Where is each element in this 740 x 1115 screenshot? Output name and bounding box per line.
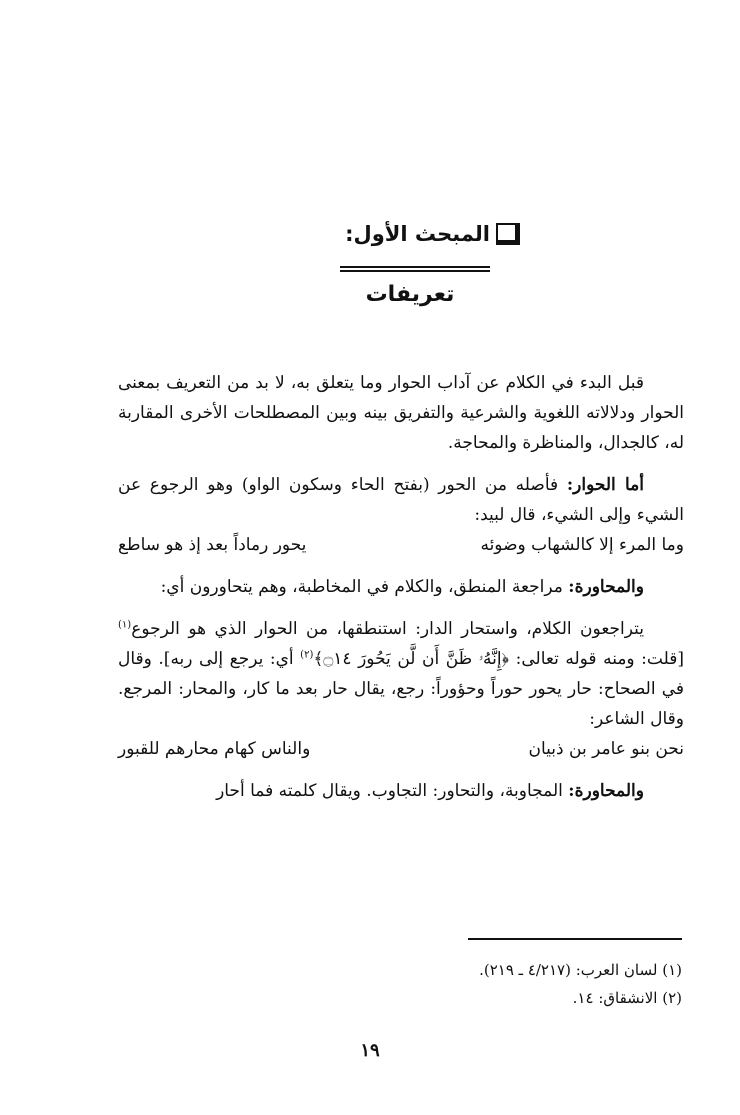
section-title: المبحث الأول: [345, 222, 490, 246]
footnote-ref-1[interactable]: (١) [118, 619, 132, 631]
muhawara-definition: مراجعة المنطق، والكلام في المخاطبة، وهم يتحاورون أي: [160, 577, 563, 597]
verse2-second-hemistich: والناس كهام محارهم للقبور [118, 739, 311, 759]
verse2-first-hemistich: نحن بنو عامر بن ذبيان [528, 739, 684, 759]
hiwar-definition: فأصله من الحور (بفتح الحاء وسكون الواو) وهو الرجوع عن الشيء وإلى الشيء، قال لبيد: [118, 475, 684, 525]
mujawaba-definition: المجاوبة، والتحاور: التجاوب. ويقال كلمته فما أحار [216, 781, 563, 801]
footnotes [380, 956, 682, 1012]
heading-underline [340, 266, 490, 268]
muhawara-paragraph [118, 572, 684, 602]
rujoo-paragraph [118, 614, 684, 734]
hiwar-paragraph [118, 470, 684, 530]
mujawaba-paragraph [118, 776, 684, 806]
section-subtitle: تعريفات [365, 282, 455, 307]
term-muhawara: والمحاورة: [568, 577, 644, 597]
footnote-1: (١) لسان العرب: (٤/٢١٧ ـ ٢١٩). [479, 961, 682, 979]
footnote-2: (٢) الانشقاق: ١٤. [572, 989, 682, 1007]
section-heading [300, 222, 520, 322]
poem-verse-1 [118, 530, 684, 560]
rujoo-text-1: يتراجعون الكلام، واستحار الدار: استنطقها، من الحوار الذي هو الرجوع [131, 619, 644, 639]
term-muhawara-2: والمحاورة: [568, 781, 644, 801]
intro-paragraph: قبل البدء في الكلام عن آداب الحوار وما يتعلق به، لا بد من التعريف بمعنى الحوار ودلالاته اللغوية والشرعية والتفريق بينه وبين المصطلحات الأخرى المقاربة له، كالجدال، والمناظرة والمحاجة. [118, 373, 684, 453]
verse1-first-hemistich: وما المرء إلا كالشهاب وضوئه [480, 535, 684, 555]
body-text [118, 368, 684, 806]
footnote-ref-2[interactable]: (٢) [300, 649, 314, 661]
heading-underline-double [340, 270, 490, 272]
poem-verse-2 [118, 734, 684, 764]
footnote-separator [468, 938, 682, 940]
term-hiwar: أما الحوار: [566, 475, 645, 495]
rujoo-text-3: أي: يرجع إلى ربه]. وقال في الصحاح: حار يحور حوراً وحؤوراً: رجع، يقال حار بعد ما كار، والمحار: المرجع. وقال الشاعر: [118, 649, 684, 729]
page-number: ١٩ [360, 1040, 380, 1061]
square-bullet-icon [496, 223, 520, 245]
section-label [345, 222, 520, 246]
rujoo-text-2: [قلت: ومنه قوله تعالى: ﴿إِنَّهُۥ ظَنَّ أَن لَّن يَحُورَ ۝١٤﴾ [313, 649, 684, 669]
verse1-second-hemistich: يحور رماداً بعد إذ هو ساطع [118, 535, 307, 555]
